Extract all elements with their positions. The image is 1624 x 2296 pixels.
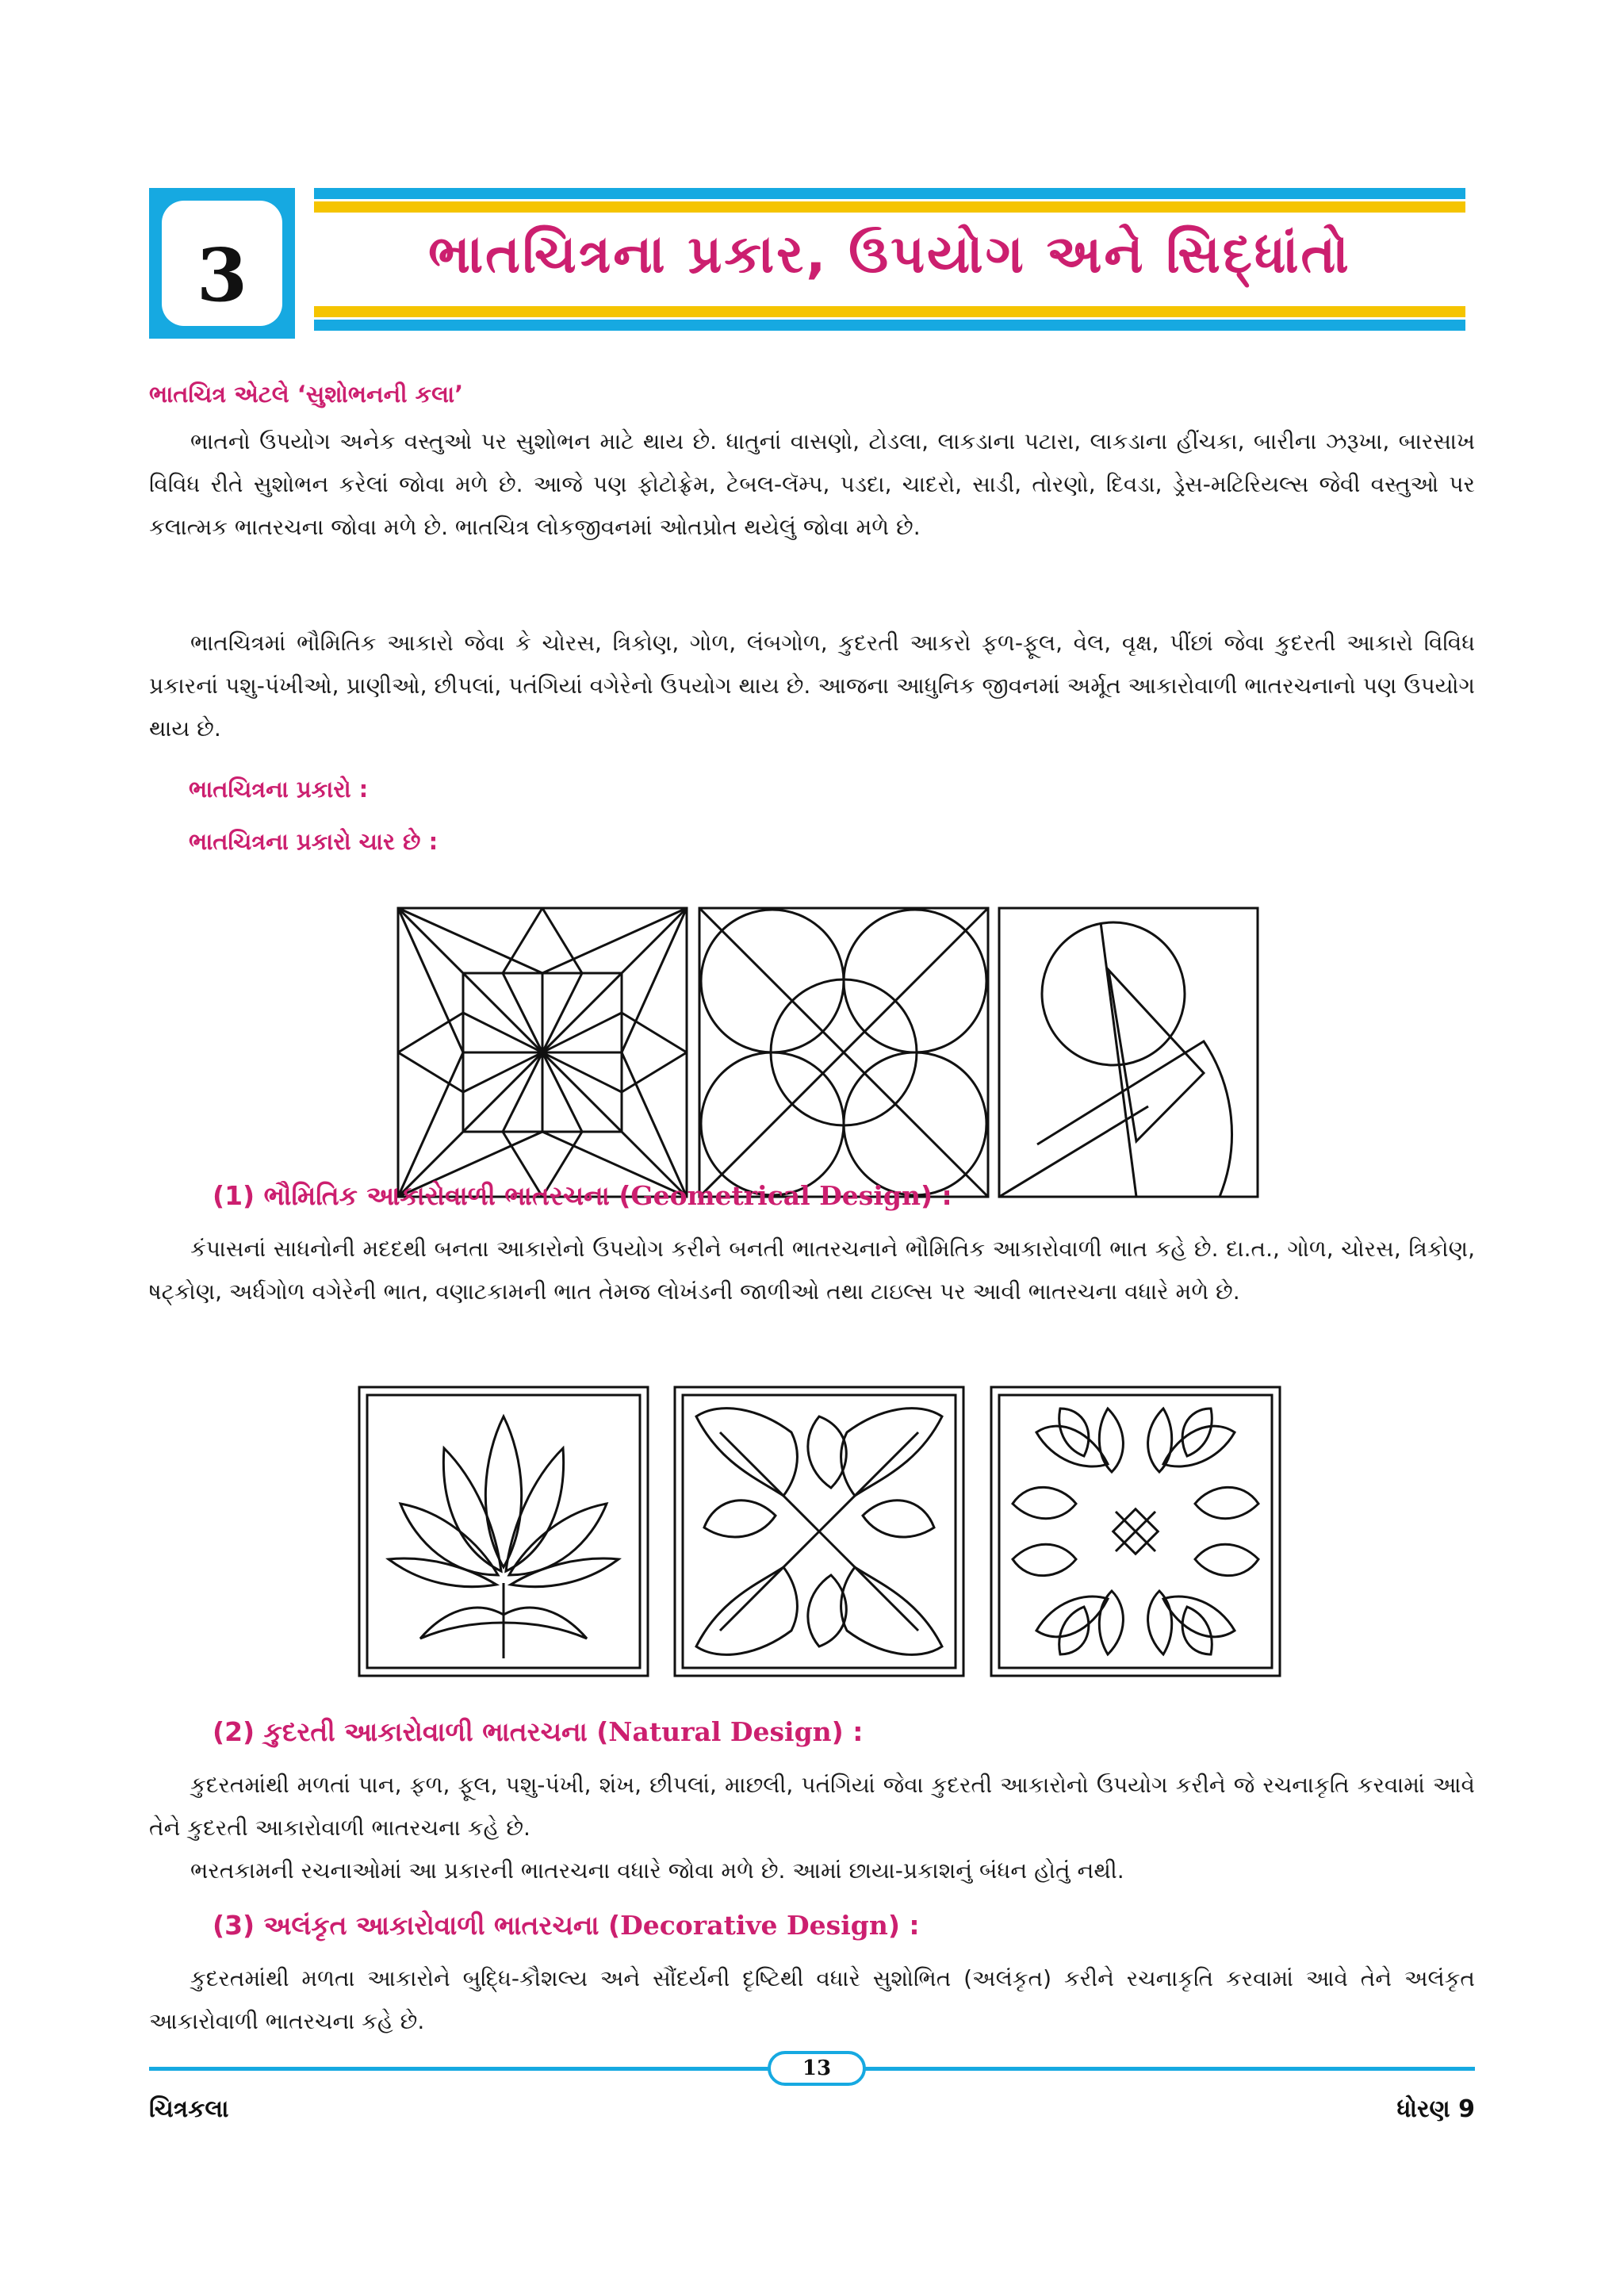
title-band-bottom-yellow xyxy=(314,306,1465,317)
types-heading: ભાતચિત્રના પ્રકારો : xyxy=(189,776,369,803)
chapter-title: ભાતચિત્રના પ્રકાર, ઉપયોગ અને સિદ્ધાંતો xyxy=(428,224,1351,285)
footer-subject: ચિત્રકલા xyxy=(149,2095,229,2123)
paragraph-2: ભાતચિત્રમાં ભૌમિતિક આકારો જેવા કે ચોરસ, ત્રિકોણ, ગોળ, લંબગોળ, કુદરતી આકરો ફળ-ફૂલ, વેલ, વૃક્ષ, પીંછાં જેવા કુદરતી આકારો વિવિધ પ્રકારનાં પશુ-પંખીઓ, પ્રાણીઓ, છીપલાં, પતંગિયાં વગેરેનો ઉપયોગ થાય છે. આજના આધુનિક જીવનમાં અર્મૂત આકારોવાળી ભાતરચનાનો પણ ઉપયોગ થાય છે. xyxy=(149,630,1475,742)
footer-grade: ધોરણ 9 xyxy=(1396,2095,1475,2123)
title-band-top-yellow xyxy=(314,201,1465,213)
geometric-design-figure-2 xyxy=(698,907,990,1198)
type-2-heading: (2) કુદરતી આકારોવાળી ભાતરચના (Natural Design) : xyxy=(213,1716,864,1747)
type-3-heading: (3) અલંકૃત આકારોવાળી ભાતરચના (Decorative Design) : xyxy=(213,1910,920,1941)
page-number: 13 xyxy=(768,2051,866,2086)
paragraph-1: ભાતનો ઉપયોગ અનેક વસ્તુઓ પર સુશોભન માટે થાય છે. ધાતુનાં વાસણો, ટોડલા, લાકડાના પટારા, લાકડાના હીંચકા, બારીના ઝરૂખા, બારસાખ વિવિધ રીતે સુશોભન કરેલાં જોવા મળે છે. આજે પણ ફોટોફ્રેમ, ટેબલ-લૅમ્પ, પડદા, ચાદરો, સાડી, તોરણો, દિવડા, ડ્રેસ-મટિરિયલ્સ જેવી વસ્તુઓ પર કલાત્મક ભાતરચના જોવા મળે છે. ભાતચિત્ર લોકજીવનમાં ઓતપ્રોત થયેલું જોવા મળે છે. xyxy=(149,428,1475,540)
chapter-number-box xyxy=(149,188,295,339)
chapter-number: 3 xyxy=(196,232,247,318)
paragraph-6: કુદરતમાંથી મળતા આકારોને બુદ્ધિ-કૌશલ્ય અને સૌંદર્યની દૃષ્ટિથી વધારે સુશોભિત (અલંકૃત) કરીને રચનાકૃતિ કરવામાં આવે તેને અલંકૃત આકારોવાળી ભાતરચના કહે છે. xyxy=(149,1965,1475,2034)
title-band-bottom-blue xyxy=(314,320,1465,331)
type-1-heading: (1) ભૌમિતિક આકારોવાળી ભાતરચના (Geometrical Design) : xyxy=(213,1180,952,1211)
title-band-top-blue xyxy=(314,188,1465,199)
paragraph-3: કંપાસનાં સાધનોની મદદથી બનતા આકારોનો ઉપયોગ કરીને બનતી ભાતરચનાને ભૌમિતિક આકારોવાળી ભાત કહે છે. દા.ત., ગોળ, ચોરસ, ત્રિકોણ, ષટ્કોણ, અર્ધગોળ વગેરેની ભાત, વણાટકામની ભાત તેમજ લોખંડની જાળીઓ તથા ટાઇલ્સ પર આવી ભાતરચના વધારે મળે છે. xyxy=(149,1236,1475,1305)
natural-design-figure-3 xyxy=(989,1385,1282,1678)
paragraph-5: ભરતકામની રચનાઓમાં આ પ્રકારની ભાતરચના વધારે જોવા મળે છે. આમાં છાયા-પ્રકાશનું બંધન હોતું નથી. xyxy=(190,1857,1124,1884)
geometric-design-figure-3 xyxy=(998,907,1259,1198)
geometric-design-figure-1 xyxy=(396,907,688,1198)
natural-design-figure-2 xyxy=(672,1385,966,1678)
natural-design-figure-1 xyxy=(357,1385,650,1678)
paragraph-4: કુદરતમાંથી મળતાં પાન, ફળ, ફૂલ, પશુ-પંખી, શંખ, છીપલાં, માછલી, પતંગિયાં જેવા કુદરતી આકારોનો ઉપયોગ કરીને જે રચનાકૃતિ કરવામાં આવે તેને કુદરતી આકારોવાળી ભાતરચના કહે છે. xyxy=(149,1772,1475,1841)
types-count-heading: ભાતચિત્રના પ્રકારો ચાર છે : xyxy=(189,828,439,855)
section-heading: ભાતચિત્ર એટલે ‘સુશોભનની કલા’ xyxy=(149,381,464,408)
